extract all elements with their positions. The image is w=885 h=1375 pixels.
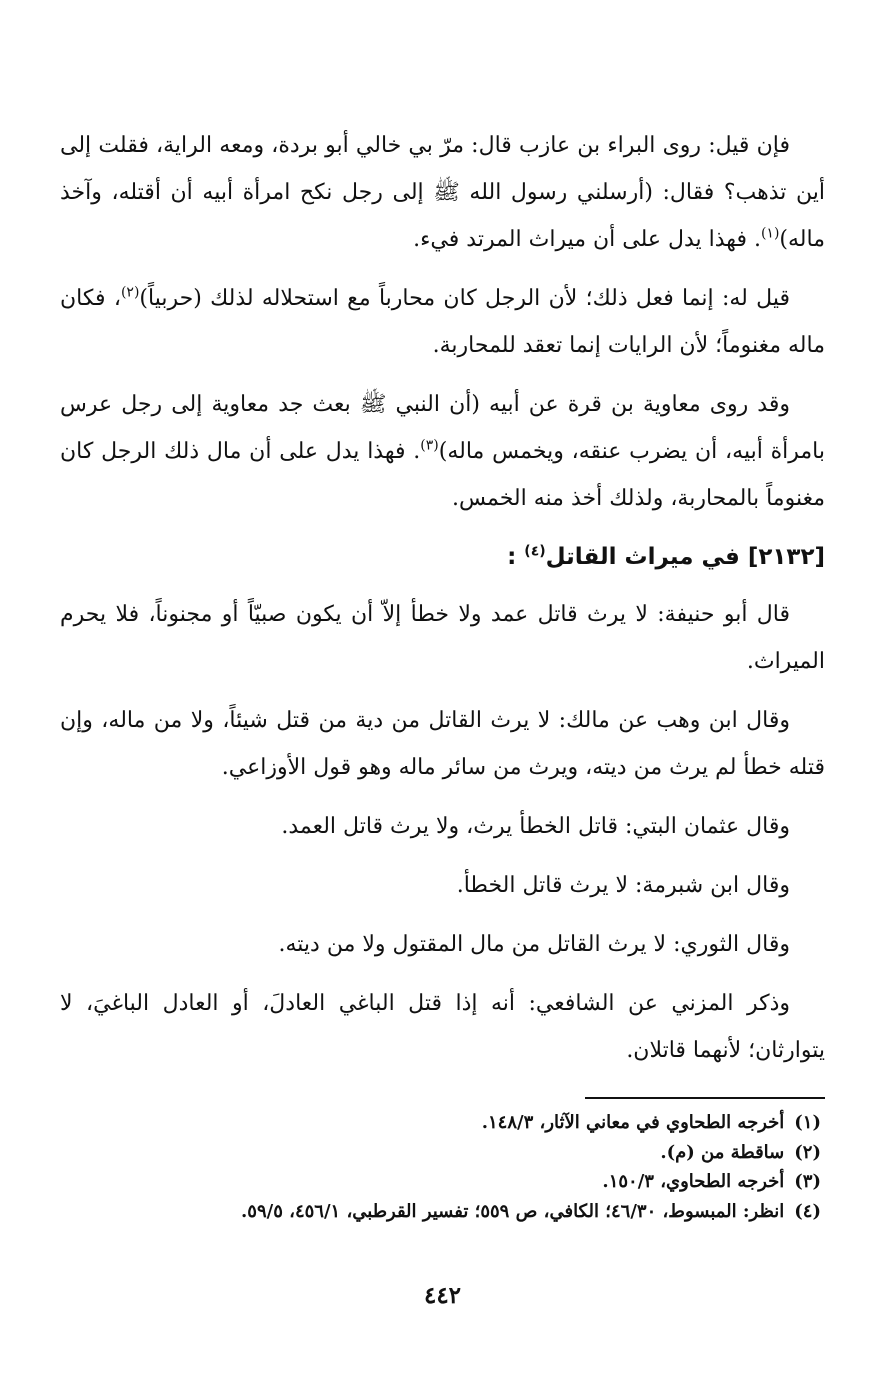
paragraph-5: وقال ابن وهب عن مالك: لا يرث القاتل من دية من قتل شيئاً، ولا من ماله، وإن قتله خطأ لم يرث من ديته، ويرث من سائر ماله وهو قول الأوزاعي. [60, 708, 825, 780]
paragraph-4: قال أبو حنيفة: لا يرث قاتل عمد ولا خطأ إلاّ أن يكون صبيّاً أو مجنوناً، فلا يحرم الميراث. [60, 602, 825, 674]
paragraph-3: وقد روى معاوية بن قرة عن أبيه (أن النبي ﷺ بعث جد معاوية إلى رجل عرس بامرأة أبيه، أن يضرب عنقه، ويخمس ماله)$^{(٣)}$. فهذا يدل على أن مال ذلك الرجل كان مغنوماً بالمحاربة، ولذلك أخذ منه الخمس. [60, 392, 825, 511]
footnote-1: (١)أخرجه الطحاوي في معاني الآثار، ١٤٨/٣. [481, 1112, 821, 1133]
section-number: [٢١٣٢] [747, 544, 825, 570]
footnote-4: (٤)انظر: المبسوط، ٤٦/٣٠؛ الكافي، ص ٥٥٩؛ تفسير القرطبي، ٤٥٦/١، ٥٩/٥. [241, 1200, 821, 1222]
paragraph-9: وذكر المزني عن الشافعي: أنه إذا قتل الباغي العادلَ، أو العادل الباغيَ، لا يتوارثان؛ لأنهما قاتلان. [60, 991, 825, 1063]
main-text [60, 122, 825, 1086]
footnotes [60, 1108, 821, 1226]
footnote-3: (٣)أخرجه الطحاوي، ١٥٠/٣. [602, 1171, 821, 1192]
footnote-ref-3[interactable]: (٣) [420, 437, 439, 454]
page-number: ٤٤٢ [423, 1282, 462, 1309]
footnote-ref-1[interactable]: (١) [760, 225, 780, 242]
section-title: في ميراث القاتل [545, 544, 740, 570]
footnote-2: (٢)ساقطة من (م). [660, 1141, 821, 1163]
paragraph-1: فإن قيل: روى البراء بن عازب قال: مرّ بي خالي أبو بردة، ومعه الراية، فقلت إلى أين تذهب؟ فقال: (أرسلني رسول الله ﷺ إلى رجل نكح امرأة أبيه أن أقتله، وآخذ ماله)$^{(١)}$. فهذا يدل على أن ميراث المرتد فيء. [60, 133, 825, 252]
footnote-ref-2[interactable]: (٢) [120, 284, 140, 301]
paragraph-7: وقال ابن شبرمة: لا يرث قاتل الخطأ. [456, 873, 790, 898]
footnote-ref-4[interactable]: (٤) [524, 543, 546, 560]
paragraph-6: وقال عثمان البتي: قاتل الخطأ يرث، ولا يرث قاتل العمد. [281, 814, 790, 839]
section-heading: [٢١٣٢] في ميراث القاتل$^{(٤)}$ : [507, 543, 825, 570]
paragraph-2: قيل له: إنما فعل ذلك؛ لأن الرجل كان محارباً مع استحلاله لذلك (حربياً)$^{(٢)}$، فكان ماله مغنوماً؛ لأن الرايات إنما تعقد للمحاربة. [60, 284, 825, 358]
footnote-divider [585, 1097, 825, 1099]
paragraph-8: وقال الثوري: لا يرث القاتل من مال المقتول ولا من ديته. [278, 932, 790, 957]
